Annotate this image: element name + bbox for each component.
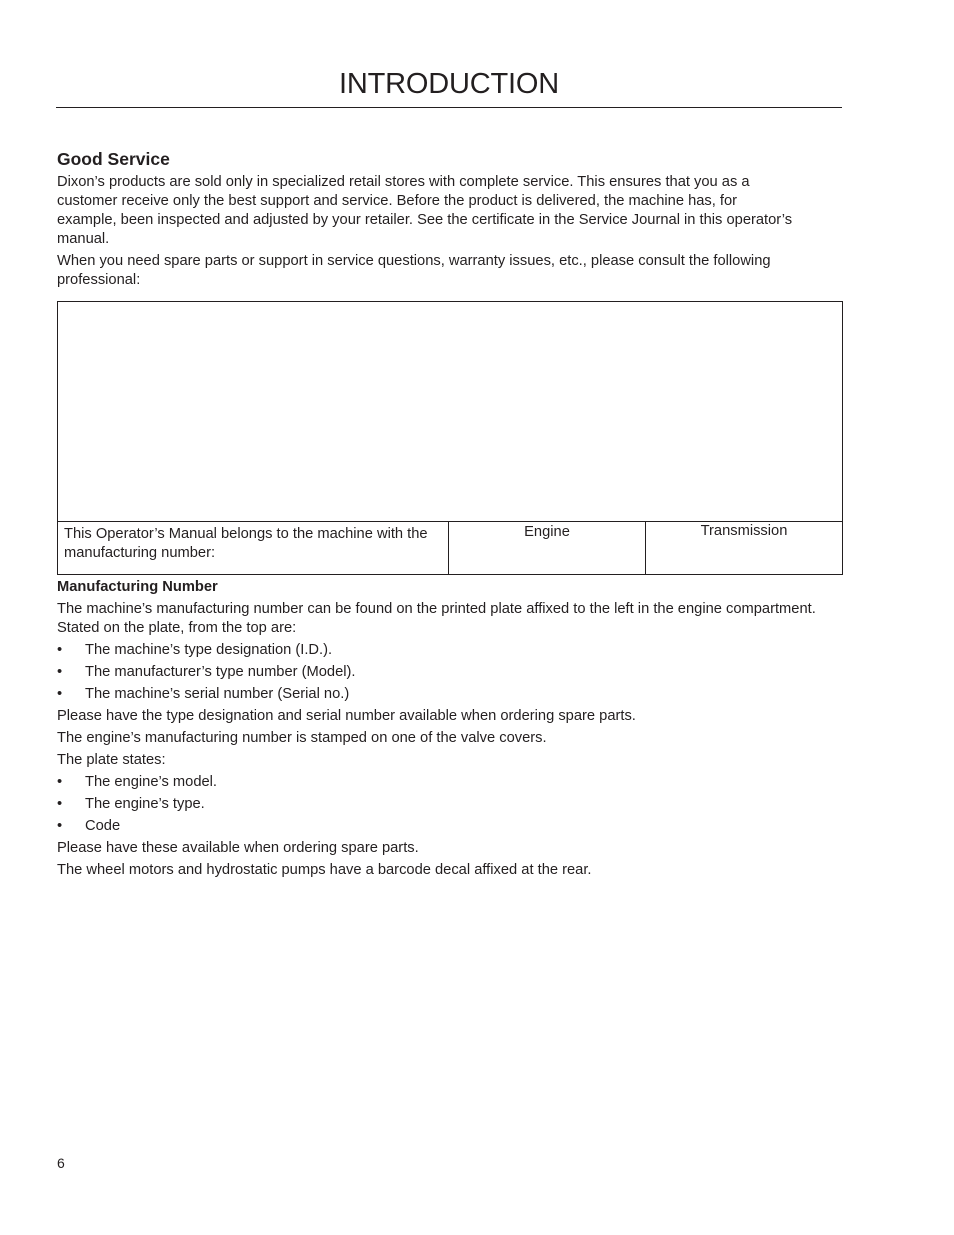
list-item-text: The manufacturer’s type number (Model).: [85, 664, 356, 680]
dealer-stamp-area: [58, 302, 842, 522]
list-item: [57, 795, 843, 814]
good-service-paragraph-2: When you need spare parts or support in service questions, warranty issues, etc., please consult the following professional:: [57, 253, 771, 288]
barcode-note: The wheel motors and hydrostatic pumps have a barcode decal affixed at the rear.: [57, 862, 592, 878]
plate-items-list: [57, 641, 843, 704]
transmission-number-cell: Transmission: [700, 523, 788, 539]
spare-parts-note: Please have the type designation and serial number available when ordering spare parts.: [57, 708, 636, 724]
good-service-paragraph-1: Dixon’s products are sold only in specialized retail stores with complete service. This ensures that you as a customer receive only the best support and service. Before the product is delivered, the machine has, for example, been inspected and adjusted by your retailer. See the certificate in the Service Journal in this operator’s manual.: [57, 174, 793, 247]
engine-number-note: The engine’s manufacturing number is stamped on one of the valve covers.: [57, 730, 547, 746]
bullet-icon: •: [57, 642, 63, 658]
list-item: [57, 773, 843, 792]
list-item: [57, 641, 843, 660]
page-content: [57, 148, 843, 883]
belongs-to-machine-cell: This Operator’s Manual belongs to the machine with the manufacturing number:: [58, 522, 449, 574]
manufacturing-number-section: [57, 600, 843, 880]
list-item: [57, 685, 843, 704]
page-title: INTRODUCTION: [339, 68, 559, 100]
manufacturing-number-heading: Manufacturing Number: [57, 579, 218, 595]
dealer-box: [57, 301, 843, 575]
page-header: [56, 66, 842, 108]
list-item-text: Code: [85, 818, 121, 834]
list-item: [57, 817, 843, 836]
bullet-icon: •: [57, 796, 63, 812]
bullet-icon: •: [57, 818, 63, 834]
availability-note: Please have these available when ordering spare parts.: [57, 840, 419, 856]
manufacturing-number-row: [58, 522, 842, 574]
good-service-heading: Good Service: [57, 149, 170, 169]
manufacturing-number-intro: The machine’s manufacturing number can be found on the printed plate affixed to the left in the engine compartment. Stated on the plate, from the top are:: [57, 601, 816, 636]
page-number: 6: [57, 1155, 65, 1171]
list-item: [57, 663, 843, 682]
engine-number-cell: Engine: [449, 522, 646, 574]
plate-states-note: The plate states:: [57, 752, 166, 768]
list-item-text: The machine’s type designation (I.D.).: [85, 642, 333, 658]
engine-items-list: [57, 773, 843, 836]
list-item-text: The machine’s serial number (Serial no.): [85, 686, 350, 702]
list-item-text: The engine’s model.: [85, 774, 218, 790]
bullet-icon: •: [57, 686, 63, 702]
bullet-icon: •: [57, 774, 63, 790]
list-item-text: The engine’s type.: [85, 796, 205, 812]
bullet-icon: •: [57, 664, 63, 680]
